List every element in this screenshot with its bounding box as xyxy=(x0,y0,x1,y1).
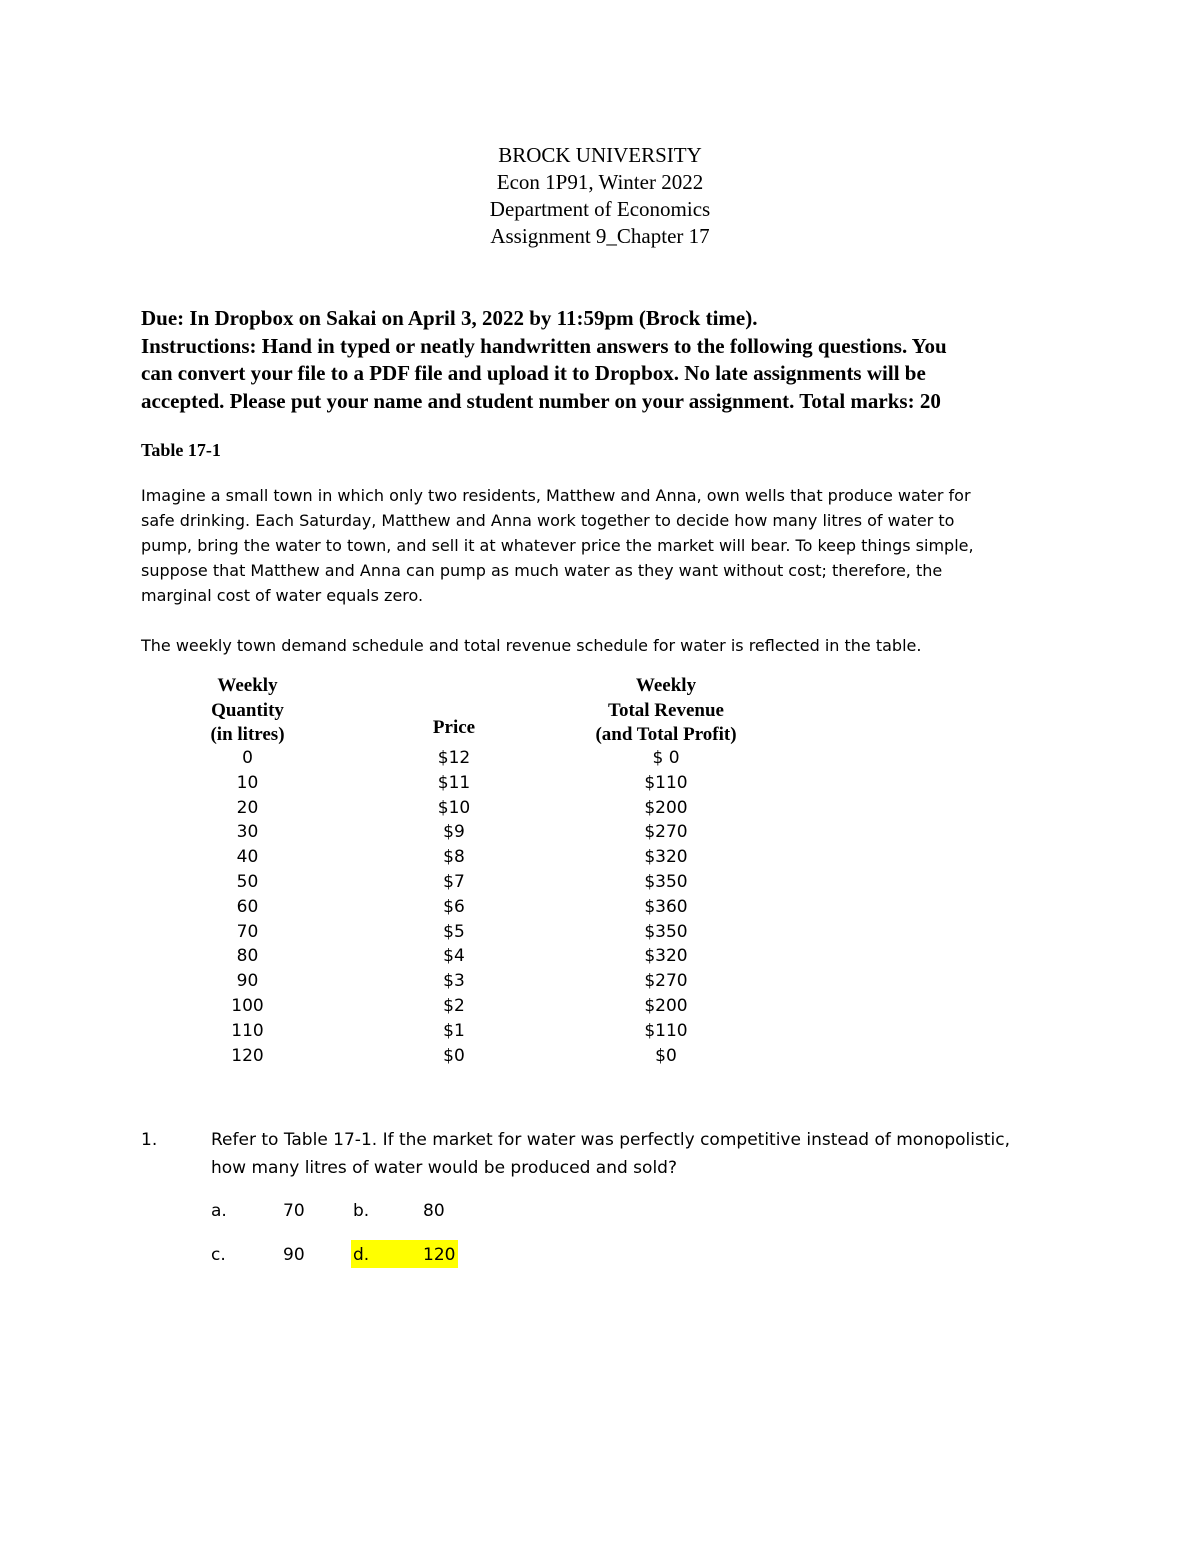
table-row xyxy=(170,822,790,847)
scenario-line-3: pump, bring the water to town, and sell it at whatever price the market will bear. To keep things simple, xyxy=(141,536,974,555)
price-cell: $1 xyxy=(443,1020,465,1041)
quantity-cell: 20 xyxy=(236,797,259,818)
revenue-cell: $0 xyxy=(655,1045,677,1066)
scenario-line-5: marginal cost of water equals zero. xyxy=(141,586,424,605)
quantity-cell: 70 xyxy=(236,921,259,942)
price-cell: $6 xyxy=(443,896,465,917)
due-line: Due: In Dropbox on Sakai on April 3, 2022 by 11:59pm (Brock time). xyxy=(141,306,758,330)
scenario-line-4: suppose that Matthew and Anna can pump as much water as they want without cost; therefore, the xyxy=(141,561,943,580)
course-title: Econ 1P91, Winter 2022 xyxy=(496,170,704,194)
option-c-label: c. xyxy=(211,1245,226,1265)
quantity-cell: 110 xyxy=(231,1020,264,1041)
price-cell: $12 xyxy=(437,748,471,768)
option-b-label: b. xyxy=(353,1201,370,1221)
table-row xyxy=(170,922,790,947)
assignment-title: Assignment 9_Chapter 17 xyxy=(490,224,710,248)
quantity-cell: 100 xyxy=(231,995,264,1016)
instructions-block xyxy=(141,305,1071,415)
price-cell: $5 xyxy=(443,921,465,942)
table-row xyxy=(170,1021,790,1046)
table-row xyxy=(170,1046,790,1071)
option-a-value: 70 xyxy=(283,1201,305,1221)
option-b-value: 80 xyxy=(423,1201,445,1221)
table-row xyxy=(170,798,790,823)
revenue-cell: $350 xyxy=(644,921,688,942)
quantity-cell: 120 xyxy=(231,1045,264,1066)
header-revenue-line: Total Revenue xyxy=(608,699,724,721)
header-revenue xyxy=(575,674,757,748)
header-revenue-line: Weekly xyxy=(635,675,697,696)
price-cell: $3 xyxy=(443,971,465,992)
table-row xyxy=(170,971,790,996)
table-body xyxy=(170,748,790,1070)
table-row xyxy=(170,897,790,922)
document-header xyxy=(0,142,1200,250)
price-cell: $0 xyxy=(443,1045,465,1066)
table-intro-paragraph: The weekly town demand schedule and total revenue schedule for water is reflected in the table. xyxy=(141,636,922,655)
instructions-line-1: Instructions: Hand in typed or neatly handwritten answers to the following questions. You xyxy=(141,333,947,358)
question-number: 1. xyxy=(141,1130,158,1150)
scenario-line-2: safe drinking. Each Saturday, Matthew and Anna work together to decide how many litres of water to xyxy=(141,511,955,530)
revenue-cell: $270 xyxy=(644,971,688,992)
quantity-cell: 60 xyxy=(236,896,259,917)
instructions-line-3: accepted. Please put your name and student number on your assignment. Total marks: 20 xyxy=(141,388,941,413)
revenue-cell: $110 xyxy=(644,772,688,793)
header-quantity xyxy=(170,674,325,748)
table-row xyxy=(170,872,790,897)
instructions-line-2: can convert your file to a PDF file and upload it to Dropbox. No late assignments will be xyxy=(141,361,926,385)
price-cell: $9 xyxy=(443,822,465,843)
revenue-cell: $200 xyxy=(644,797,688,818)
revenue-cell: $360 xyxy=(644,896,688,917)
table-row xyxy=(170,748,790,773)
scenario-line-1: Imagine a small town in which only two residents, Matthew and Anna, own wells that produce water for xyxy=(141,486,971,505)
university-name: BROCK UNIVERSITY xyxy=(498,143,702,167)
price-cell: $2 xyxy=(443,995,465,1016)
question-text xyxy=(211,1126,1081,1182)
price-cell: $11 xyxy=(437,772,471,793)
quantity-cell: 90 xyxy=(236,971,259,992)
option-a-label: a. xyxy=(211,1201,227,1221)
option-d-value: 120 xyxy=(423,1245,456,1265)
revenue-cell: $270 xyxy=(644,822,688,843)
price-cell: $8 xyxy=(443,847,465,868)
revenue-cell: $200 xyxy=(644,995,688,1016)
option-d-label: d. xyxy=(353,1245,370,1265)
table-row xyxy=(170,996,790,1021)
quantity-cell: 0 xyxy=(242,748,253,768)
quantity-cell: 80 xyxy=(236,946,259,967)
header-quantity-line: Quantity xyxy=(211,699,284,721)
question-line-1: Refer to Table 17-1. If the market for water was perfectly competitive instead of monopolistic, xyxy=(211,1130,1010,1150)
quantity-cell: 30 xyxy=(236,822,259,843)
table-row xyxy=(170,773,790,798)
quantity-cell: 10 xyxy=(236,772,259,793)
table-row xyxy=(170,946,790,971)
table-row xyxy=(170,847,790,872)
price-cell: $4 xyxy=(443,946,465,967)
revenue-cell: $ 0 xyxy=(652,748,680,768)
header-quantity-line: (in litres) xyxy=(210,724,285,745)
question-line-2: how many litres of water would be produced and sold? xyxy=(211,1158,677,1178)
quantity-cell: 50 xyxy=(236,871,259,892)
option-c-value: 90 xyxy=(283,1245,305,1265)
revenue-cell: $350 xyxy=(644,871,688,892)
header-quantity-line: Weekly xyxy=(217,675,278,696)
price-cell: $10 xyxy=(437,797,471,818)
header-revenue-line: (and Total Profit) xyxy=(595,724,737,745)
scenario-paragraph xyxy=(141,483,1061,608)
quantity-cell: 40 xyxy=(236,847,259,868)
revenue-cell: $320 xyxy=(644,946,688,967)
table-title: Table 17-1 xyxy=(141,440,221,460)
department-name: Department of Economics xyxy=(489,197,711,221)
header-price: Price xyxy=(432,717,476,738)
revenue-cell: $320 xyxy=(644,847,688,868)
price-cell: $7 xyxy=(443,871,465,892)
revenue-cell: $110 xyxy=(644,1020,688,1041)
